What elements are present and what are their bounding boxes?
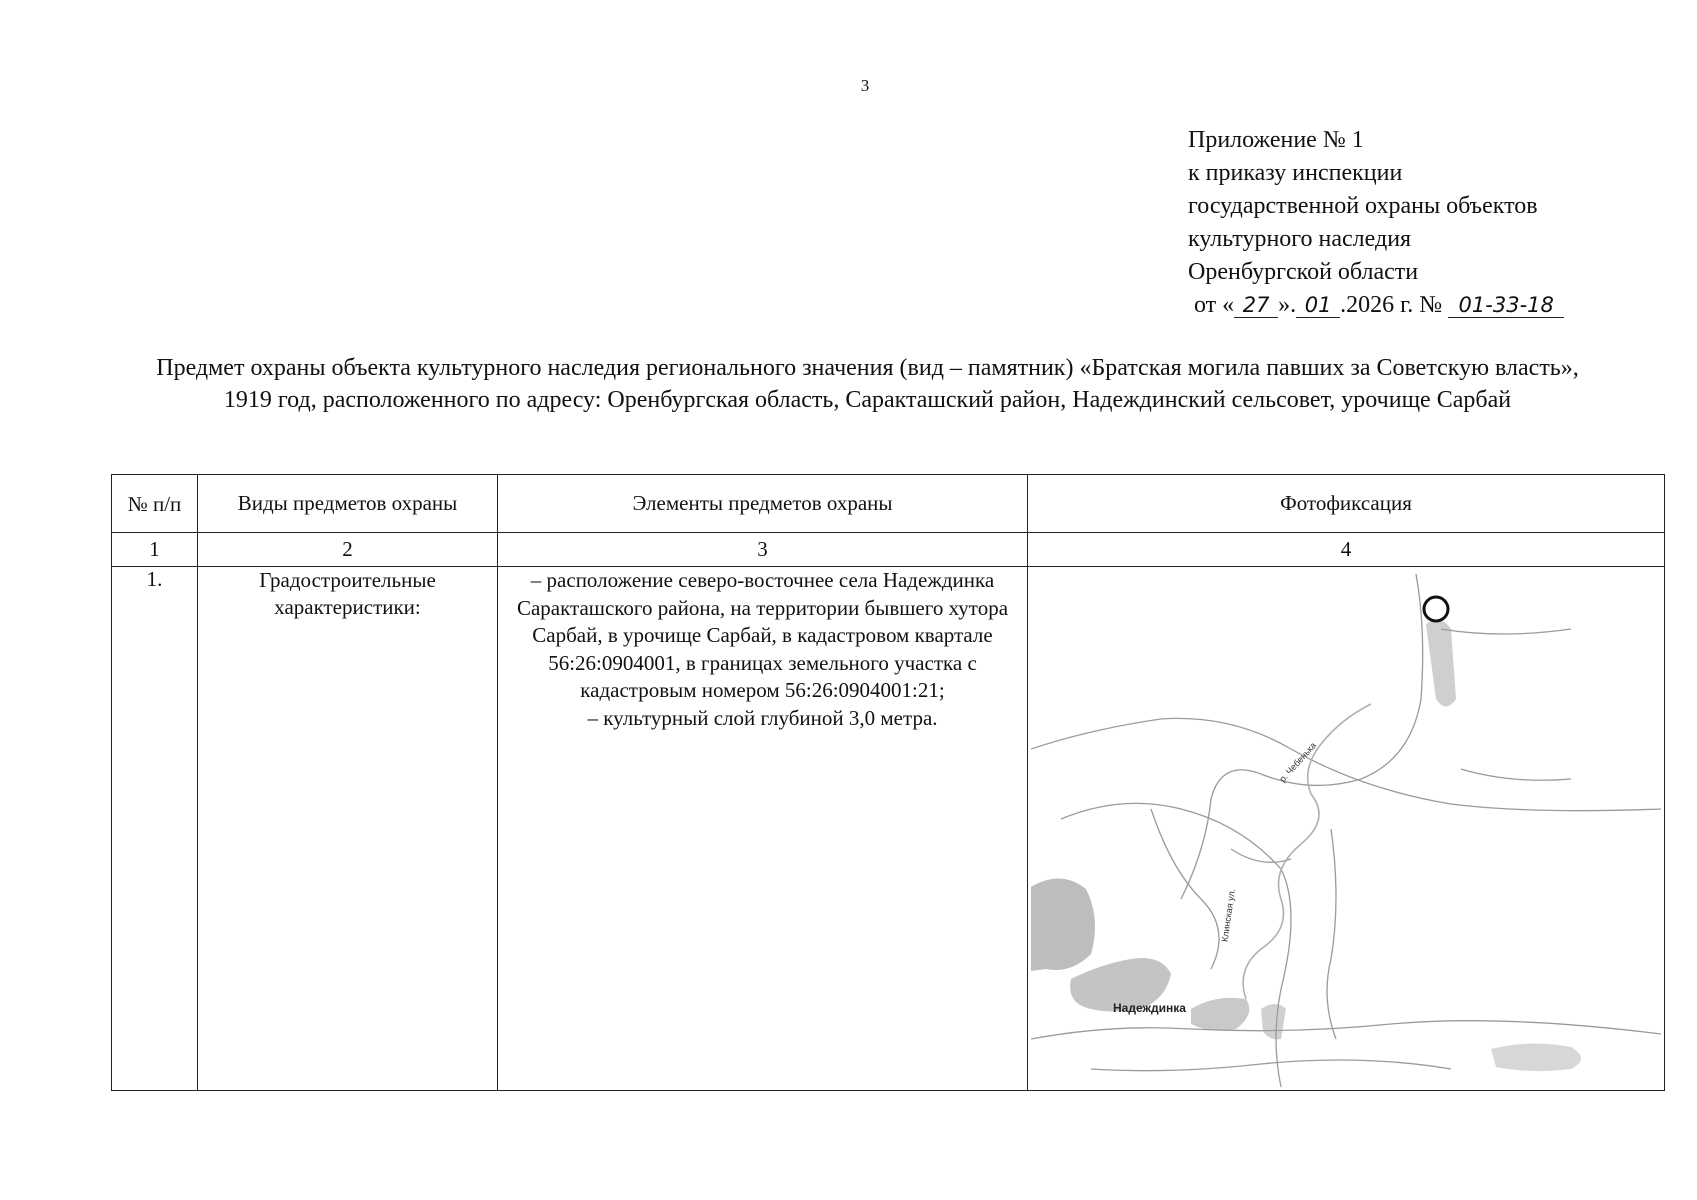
date-month: 01: [1296, 293, 1340, 318]
page-number: 3: [860, 76, 870, 95]
appendix-line: государственной охраны объектов: [1188, 193, 1538, 219]
column-number: 4: [1028, 533, 1665, 567]
appendix-line: Оренбургской области: [1188, 259, 1419, 285]
element-text: – расположение северо-восточнее села Надеждинка Саракташского района, на территории бывшего хутора Сарбай, в урочище Сарбай, в кадастровом квартале 56:26:0904001, в границах земельного участка с кадастровым номером 56:26:0904001:21;: [516, 568, 1009, 702]
document-title: Предмет охраны объекта культурного наследия регионального значения (вид – памятник) «Братская могила павших за Советскую власть», 1919 год, расположенного по адресу: Оренбургская область, Саракташский район, Надеждинский сельсовет, урочище Сарбай: [156, 355, 1579, 413]
appendix-date-line: [1188, 289, 1564, 322]
street-label: Клинская ул.: [1219, 888, 1237, 943]
column-number: 2: [198, 533, 498, 567]
location-map: [1031, 569, 1661, 1087]
river-label: р. Чебенька: [1277, 740, 1319, 785]
header-number: № п/п: [112, 475, 198, 533]
date-day: 27: [1234, 293, 1278, 318]
village-label: Надеждинка: [1113, 1001, 1186, 1015]
row-number: 1.: [112, 567, 198, 1091]
appendix-line: Приложение № 1: [1188, 127, 1364, 153]
element-text: – культурный слой глубиной 3,0 метра.: [587, 705, 938, 730]
column-number-row: [112, 533, 1665, 567]
field-patch: [1491, 1043, 1581, 1071]
forest-patch: [1031, 878, 1095, 971]
row-photo-cell: [1028, 567, 1665, 1091]
column-number: 1: [112, 533, 198, 567]
row-kind: Градостроительные характеристики:: [198, 567, 498, 1091]
header-elements: Элементы предметов охраны: [498, 475, 1028, 533]
table-row: [112, 567, 1665, 1091]
appendix-line: к приказу инспекции: [1188, 160, 1403, 186]
date-year: .2026 г. №: [1340, 292, 1443, 318]
protection-items-table: [111, 474, 1665, 1091]
date-prefix: от «: [1194, 292, 1235, 318]
column-number: 3: [498, 533, 1028, 567]
header-photo: Фотофиксация: [1028, 475, 1665, 533]
table-header-row: [112, 475, 1665, 533]
appendix-block: [1188, 124, 1564, 322]
header-kinds: Виды предметов охраны: [198, 475, 498, 533]
appendix-line: культурного наследия: [1188, 226, 1412, 252]
row-elements: [498, 567, 1028, 1091]
document-number: 01-33-18: [1448, 293, 1564, 318]
date-mid: ».: [1278, 292, 1297, 318]
